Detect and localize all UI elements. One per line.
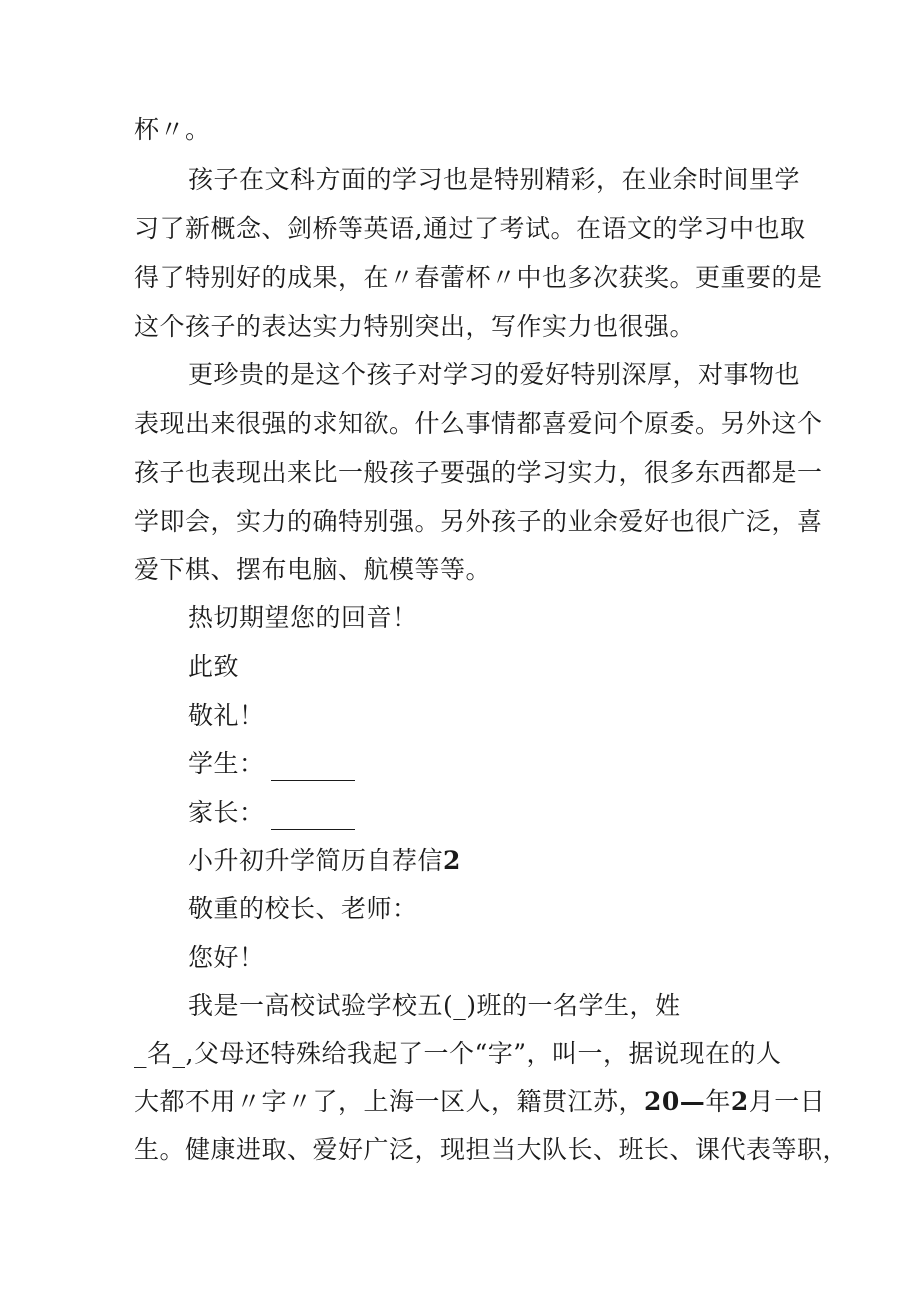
- parent-signature-row: [188, 796, 355, 830]
- paragraph-3-line-4: 学即会，实力的确特别强。另外孩子的业余爱好也很广泛，喜: [134, 507, 823, 536]
- paragraph-2-line-1: 孩子在文科方面的学习也是特别精彩，在业余时间里学: [188, 165, 801, 194]
- intro-month: 2: [730, 1087, 749, 1116]
- intro-line-3-part-3: 月一日: [748, 1087, 826, 1116]
- closing-hope: 热切期望您的回音！: [188, 603, 418, 632]
- letter-2-greeting: 您好！: [188, 943, 265, 972]
- closing-jingli: 敬礼！: [188, 701, 265, 730]
- student-signature-row: [188, 747, 355, 781]
- intro-year: 20—: [644, 1087, 706, 1116]
- parent-label: 家长：: [188, 798, 265, 827]
- intro-line-3-part-2: 年: [705, 1087, 731, 1116]
- paragraph-3-line-1: 更珍贵的是这个孩子对学习的爱好特别深厚，对事物也: [188, 360, 801, 389]
- letter-2-intro-line-2: _名_,父母还特殊给我起了一个“字”，叫一，据说现在的人: [134, 1039, 782, 1068]
- letter-2-intro-line-4: 生。健康进取、爱好广泛，现担当大队长、班长、课代表等职，: [134, 1135, 849, 1164]
- letter-2-title: [188, 844, 461, 878]
- paragraph-2-line-4: 这个孩子的表达实力特别突出，写作实力也很强。: [134, 312, 696, 341]
- paragraph-2-line-3: 得了特别好的成果，在〃春蕾杯〃中也多次获奖。更重要的是: [134, 263, 823, 292]
- paragraph-1-tail: 杯〃。: [134, 115, 211, 144]
- closing-cizhi: 此致: [188, 652, 240, 681]
- letter-2-intro-line-1: 我是一高校试验学校五(_)班的一名学生，姓: [188, 991, 681, 1020]
- paragraph-2-line-2: 习了新概念、剑桥等英语,通过了考试。在语文的学习中也取: [134, 214, 806, 243]
- letter-2-title-number: 2: [443, 846, 461, 875]
- paragraph-3-line-5: 爱下棋、摆布电脑、航模等等。: [134, 555, 492, 584]
- student-blank-line: [271, 756, 355, 781]
- parent-blank-line: [271, 805, 355, 830]
- letter-2-intro-line-3: [134, 1085, 825, 1119]
- student-label: 学生：: [188, 749, 265, 778]
- letter-2-salutation: 敬重的校长、老师：: [188, 894, 418, 923]
- paragraph-3-line-3: 孩子也表现出来比一般孩子要强的学习实力，很多东西都是一: [134, 458, 823, 487]
- paragraph-3-line-2: 表现出来很强的求知欲。什么事情都喜爱问个原委。另外这个: [134, 409, 823, 438]
- letter-2-title-text: 小升初升学简历自荐信: [188, 846, 444, 875]
- intro-line-3-part-1: 大都不用〃字〃了，上海一区人，籍贯江苏，: [134, 1087, 645, 1116]
